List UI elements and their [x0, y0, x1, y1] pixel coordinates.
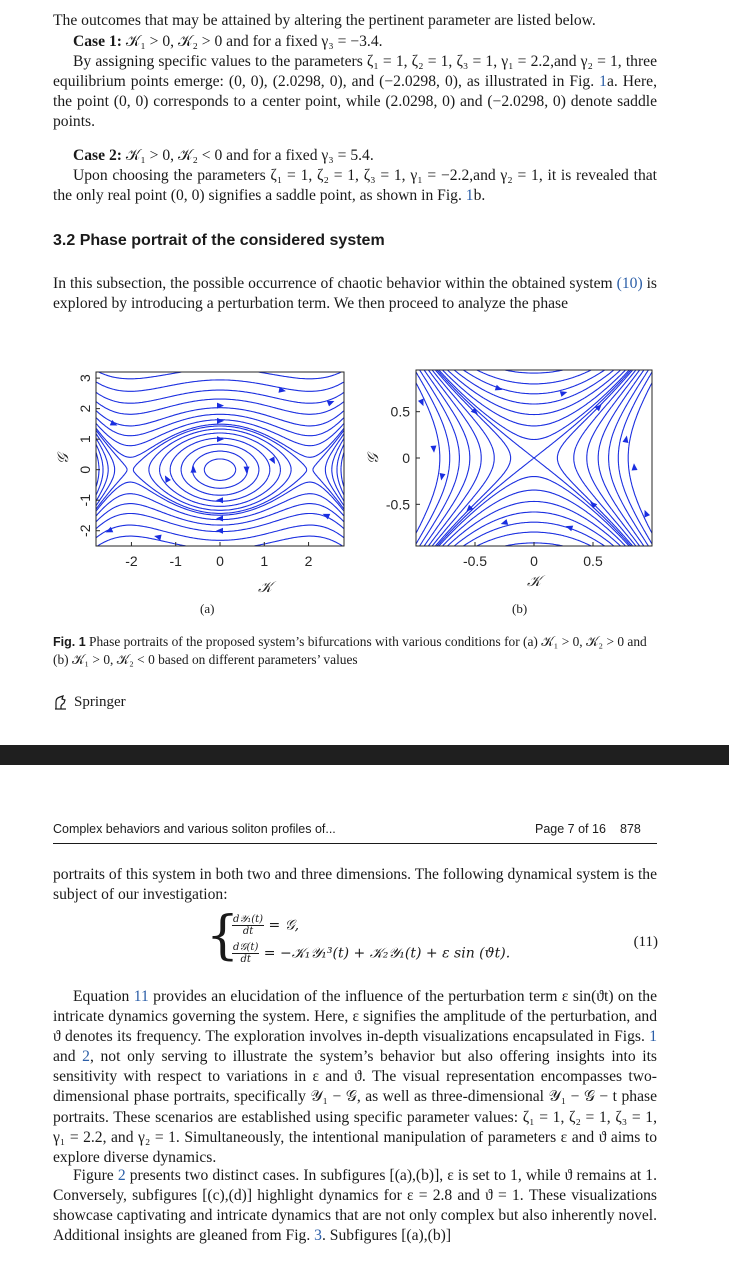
- arrow-a-4: [217, 436, 224, 442]
- fig-2-link[interactable]: 2: [117, 1167, 126, 1184]
- arrow-a-2: [269, 456, 275, 464]
- springer-horse-icon: [53, 695, 69, 711]
- fig-1-link[interactable]: 1: [465, 187, 474, 205]
- x-tick-label-a-2: 0: [216, 553, 224, 569]
- arrow-a-11: [327, 401, 335, 407]
- publisher-name: Springer: [74, 694, 126, 710]
- y-axis-label-a: 𝒢: [54, 453, 72, 465]
- equation-row-2: $\frac{\text{d𝒢(t)}}{dt}$ = −𝒦₁𝒴₁³(t) + 𝒦₂𝒴₁(t) + ε sin (ϑt).: [233, 942, 511, 965]
- fig-1-link[interactable]: 1: [599, 73, 607, 91]
- x-tick-label-a-0: -2: [125, 553, 138, 569]
- page-break-bar: [0, 745, 729, 765]
- arrow-a-0: [244, 467, 250, 474]
- y-tick-label-b-2: 0.5: [390, 403, 410, 420]
- fig-2-link[interactable]: 2: [82, 1048, 90, 1066]
- trajectory-b-14: [437, 370, 631, 546]
- x-axis-label-a: 𝒦: [258, 578, 272, 596]
- y-axis-label-b: 𝒢: [364, 453, 382, 465]
- equation-number: (11): [633, 934, 658, 950]
- arrow-a-1: [190, 466, 196, 473]
- arrow-b-12: [418, 398, 424, 406]
- x-tick-label-a-3: 1: [260, 553, 269, 569]
- y-tick-label-a-0: -2: [77, 524, 93, 537]
- arrow-a-15: [216, 516, 223, 522]
- x-tick-label-a-1: -1: [169, 553, 182, 569]
- running-header: [53, 820, 657, 844]
- publisher-logo: [53, 694, 126, 711]
- equation-discussion-paragraph: Equation 11 provides an elucidation of the influence of the perturbation term ε sin(ϑt) on the intricate dynamics governing the system. Here, ε signifies the amplitude of the perturbation, and ϑ denotes its frequency. The exploration involves in-depth visualizations encapsulated in Figs. 1 and 2, not only serving to illustrate the system’s behavior but also offering insights into its sensitivity with respect to variations in ε and ϑ. The visual representation encompasses two-dimensional phase portraits, specifically 𝒴₁ − 𝒢, as well as three-dimensional 𝒴₁ − 𝒢 − t phase portraits. These scenarios are established using specific parameter values: ζ₁ = 1, ζ₂ = 1, ζ₃ = 1, γ₁ = 2.2, and γ₂ = 1. Simultaneously, the intentional manipulation of parameters ε and ϑ aims to explore diverse dynamics.: [53, 988, 657, 1166]
- trajectory-a-1: [192, 451, 247, 488]
- equation-brace: {: [206, 906, 240, 966]
- y-tick-label-a-5: 3: [77, 374, 93, 383]
- page-of-label: Page 7 of 16: [535, 822, 606, 836]
- intro-system-paragraph: portraits of this system in both two and three dimensions. The following dynamical system is the subject of our investigation:: [53, 866, 657, 904]
- y-tick-label-a-4: 2: [77, 404, 93, 413]
- case1-paragraph: By assigning specific values to the parameters ζ₁ = 1, ζ₂ = 1, ζ₃ = 1, γ₁ = 2.2,and γ₂ = 1, three equilibrium points emerge: (0, 0), (2.0298, 0), and (−2.0298, 0), as illustrated in Fig. 1a. Here, the point (0, 0) corresponds to a center point, while (2.0298, 0) and (−2.0298, 0) denote saddle points.: [53, 53, 657, 131]
- figure2-paragraph: Figure 2 presents two distinct cases. In subfigures [(a),(b)], ε is set to 1, while ϑ remains at 1. Conversely, subfigures [(c),(d)] highlight dynamics for ε = 2.8 and ϑ = 1. These visualizations showcase captivating and intricate dynamics that are not only complex but also inherently novel. Additional insights are gleaned from Fig. 3. Subfigures [(a),(b)]: [53, 1167, 657, 1245]
- trajectory-group-a: [96, 372, 344, 546]
- eq-11-link[interactable]: 11: [133, 988, 149, 1005]
- phase-portrait-b: [362, 360, 662, 600]
- fig-3-link[interactable]: 3: [314, 1227, 322, 1245]
- arrow-b-2: [632, 463, 638, 470]
- case2-line: Case 2: 𝒦₁ > 0, 𝒦₂ < 0 and for a fixed γ₃ = 5.4.: [73, 147, 374, 164]
- equation-11: [200, 906, 660, 972]
- arrow-b-1: [440, 473, 446, 480]
- phase-portrait-a: [50, 360, 360, 600]
- arrow-a-3: [165, 475, 171, 483]
- arrow-b-6: [560, 391, 568, 397]
- arrow-b-4: [495, 385, 503, 391]
- subfigure-label-a: (a): [200, 601, 215, 616]
- x-axis-label-b: 𝒦: [527, 572, 541, 590]
- case1-line: Case 1: 𝒦₁ > 0, 𝒦₂ > 0 and for a fixed γ₃ = −3.4.: [73, 33, 383, 50]
- x-tick-label-a-4: 2: [304, 553, 313, 569]
- equation-row-1: $\frac{\text{d𝒴₁(t)}}{dt}$ = 𝒢,: [233, 914, 300, 937]
- arrow-b-3: [623, 436, 629, 443]
- arrow-b-5: [566, 526, 574, 532]
- trajectory-a-14: [99, 372, 341, 379]
- y-tick-label-a-1: -1: [77, 493, 93, 507]
- arrow-b-0: [430, 445, 436, 452]
- arrow-b-7: [501, 519, 509, 525]
- x-tick-label-b-1: 0: [530, 553, 538, 569]
- section-heading: 3.2 Phase portrait of the considered system: [53, 232, 385, 249]
- eq-10-link[interactable]: (10): [616, 275, 643, 292]
- arrow-b-13: [645, 510, 651, 518]
- trajectory-a-0: [204, 459, 235, 480]
- y-tick-label-a-2: 0: [77, 465, 93, 474]
- fig-1-link[interactable]: 1: [649, 1028, 657, 1046]
- arrow-a-7: [216, 528, 223, 534]
- arrow-a-5: [216, 497, 223, 503]
- arrow-a-10: [106, 527, 114, 533]
- subfigure-label-b: (b): [512, 601, 528, 616]
- trajectory-a-12: [96, 390, 344, 546]
- trajectory-group-b: [416, 370, 652, 546]
- arrow-a-14: [217, 418, 224, 424]
- y-tick-label-b-0: -0.5: [385, 496, 410, 513]
- x-tick-label-b-0: -0.5: [462, 553, 488, 569]
- running-title: Complex behaviors and various soliton profiles of...: [53, 822, 336, 836]
- case2-paragraph: Upon choosing the parameters ζ₁ = 1, ζ₂ = 1, ζ₃ = 1, γ₁ = −2.2,and γ₂ = 1, it is revealed that the only real point (0, 0) signifies a saddle point, as shown in Fig. 1b.: [53, 167, 657, 205]
- x-tick-label-b-2: 0.5: [583, 553, 603, 569]
- journal-page-number: 878: [620, 822, 641, 836]
- y-tick-label-b-1: 0: [402, 450, 410, 466]
- y-tick-label-a-3: 1: [77, 435, 93, 444]
- subsection-paragraph: In this subsection, the possible occurrence of chaotic behavior within the obtained system (10) is explored by introducing a perturbation term. We then proceed to analyze the phase: [53, 275, 657, 313]
- figure-caption: Fig. 1 Phase portraits of the proposed system’s bifurcations with various conditions for (a) 𝒦₁ > 0, 𝒦₂ > 0 and (b) 𝒦₁ > 0, 𝒦₂ < 0 based on different parameters’ values: [53, 634, 647, 667]
- intro-paragraph: The outcomes that may be attained by altering the pertinent parameter are listed below.: [53, 12, 596, 29]
